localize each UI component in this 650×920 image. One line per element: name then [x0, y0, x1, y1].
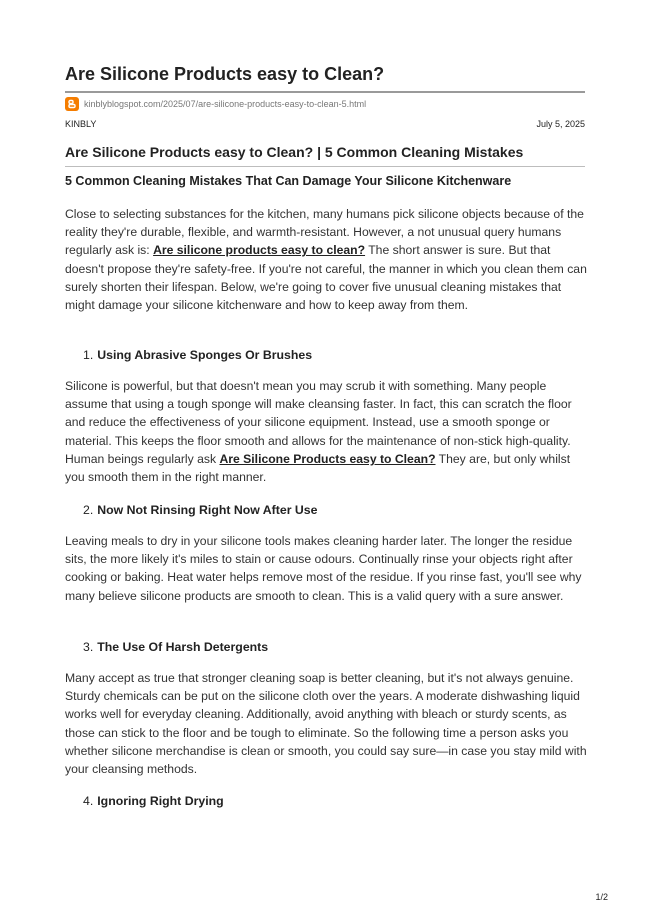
intro-paragraph	[65, 205, 587, 314]
intro-text-after: The short answer is sure. But that doesn't propose they're safety-free. If you're not careful, the manner in which you clean them can surely shorten their lifespan. Below, we're going to cover five unusual cleaning mistakes that might damage your silicone kitchenware and how to keep away from them.	[65, 243, 587, 313]
section-1-text-after: They are, but only whilst you smooth them in the right manner.	[65, 451, 571, 485]
title-divider	[65, 91, 585, 93]
list-item-1	[83, 348, 312, 362]
page-number: 1/2	[595, 892, 608, 902]
source-url-link[interactable]: kinblyblogspot.com/2025/07/are-silicone-products-easy-to-clean-5.html	[84, 99, 367, 109]
source-row	[65, 96, 366, 112]
page-title: Are Silicone Products easy to Clean?	[65, 64, 385, 84]
list-item-4	[83, 794, 224, 808]
list-item-title: Using Abrasive Sponges Or Brushes	[97, 348, 313, 362]
intro-text-before: Close to selecting substances for the kitchen, many humans pick silicone objects because of the reality they're durable, flexible, and warmth-resistant. However, a not unusual query humans regularly ask is:	[65, 207, 584, 258]
blogger-icon	[65, 97, 79, 111]
section-1-paragraph	[65, 377, 587, 486]
list-item-title: Now Not Rinsing Right Now After Use	[97, 503, 318, 517]
list-number: 3.	[83, 640, 94, 654]
list-number: 1.	[83, 348, 94, 362]
article-subheading: 5 Common Cleaning Mistakes That Can Damage Your Silicone Kitchenware	[65, 174, 512, 188]
section-1-text-before: Silicone is powerful, but that doesn't mean you may scrub it with something. Many people assume that using a tough sponge will make cleansing faster. In fact, this can scratch the floor and reduce the effectiveness of your silicone equipment. Instead, use a smooth sponge or material. This keeps the floor smooth and allows for the maintenance of non-stick high-quality. Human beings regularly ask	[65, 379, 572, 466]
list-item-title: The Use Of Harsh Detergents	[97, 640, 269, 654]
list-item-title: Ignoring Right Drying	[97, 794, 224, 808]
heading-divider	[65, 166, 585, 167]
article-heading: Are Silicone Products easy to Clean? | 5 Common Cleaning Mistakes	[65, 144, 524, 160]
list-item-3	[83, 640, 268, 654]
section-2-paragraph: Leaving meals to dry in your silicone tools makes cleaning harder later. The longer the residue sits, the more likely it's miles to stain or cause odours. Continually rinse your objects right after cooking or baking. Heat water helps remove most of the residue. If you rinse fast, you'll see why many believe silicone products are smooth to clean. This is a valid query with a sure answer.	[65, 534, 582, 603]
list-number: 4.	[83, 794, 94, 808]
site-name: KINBLY	[65, 119, 97, 129]
section-1-link[interactable]: Are Silicone Products easy to Clean?	[219, 451, 436, 466]
list-number: 2.	[83, 503, 94, 517]
section-3-paragraph: Many accept as true that stronger cleaning soap is better cleaning, but it's not always genuine. Sturdy chemicals can be put on the silicone cloth over the years. A moderate dishwashing liquid works well for everyday cleaning. Additionally, avoid anything with bleach or sturdy scents, as those can stick to the floor and be tough to eliminate. So the following time a person asks you whether silicone merchandise is clean or smooth, you could say sure—in case you stay mild with your cleansing methods.	[65, 671, 587, 777]
list-item-2	[83, 503, 317, 517]
intro-link[interactable]: Are silicone products easy to clean?	[153, 243, 366, 258]
publish-date: July 5, 2025	[536, 119, 585, 129]
